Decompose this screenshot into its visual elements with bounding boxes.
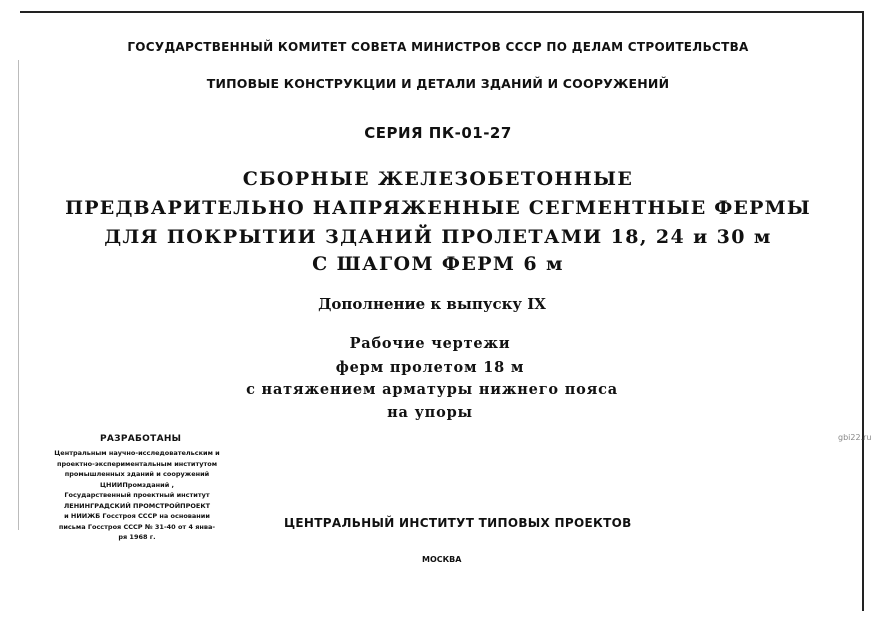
title-line-2: ПРЕДВАРИТЕЛЬНО НАПРЯЖЕННЫЕ СЕГМЕНТНЫЕ ФЕРМЫ [65, 197, 811, 219]
developed-by-line: письма Госстроя СССР № 31-40 от 4 янва- [58, 522, 216, 531]
title-line-4: С ШАГОМ ФЕРМ 6 м [312, 253, 564, 275]
developed-by-line: Государственный проектный институт [64, 491, 210, 499]
city-label: МОСКВА [422, 555, 462, 564]
developed-by-line: ЦНИИПромзданий , [100, 480, 174, 489]
publisher-label: ЦЕНТРАЛЬНЫЙ ИНСТИТУТ ТИПОВЫХ ПРОЕКТОВ [284, 516, 632, 530]
work-drawings-line-3: с натяжением арматуры нижнего пояса [246, 381, 618, 398]
developed-by-block [28, 448, 246, 543]
work-drawings-line-1: Рабочие чертежи [349, 335, 511, 352]
developed-by-line: и НИИЖБ Госстроя СССР на основании [64, 512, 210, 520]
work-drawings-line-4: на упоры [387, 404, 473, 421]
developed-by-line: ЛЕНИНГРАДСКИЙ ПРОМСТРОЙПРОЕКТ [63, 501, 211, 510]
title-line-3: ДЛЯ ПОКРЫТИИ ЗДАНИЙ ПРОЛЕТАМИ 18, 24 и 30 м [104, 226, 772, 248]
frame-top-border [20, 11, 864, 13]
developed-by-line: Центральным научно-исследовательским и [54, 449, 220, 457]
collection-header: ТИПОВЫЕ КОНСТРУКЦИИ И ДЕТАЛИ ЗДАНИЙ И СООРУЖЕНИЙ [206, 76, 670, 91]
committee-header: ГОСУДАРСТВЕННЫЙ КОМИТЕТ СОВЕТА МИНИСТРОВ СССР ПО ДЕЛАМ СТРОИТЕЛЬСТВА [127, 40, 749, 54]
supplement-label: Дополнение к выпуску IX [318, 295, 546, 313]
developed-by-line: проектно-экспериментальным институтом [56, 459, 218, 468]
developed-by-title: РАЗРАБОТАНЫ [100, 434, 182, 444]
developed-by-line: промышленных зданий и сооружений [64, 470, 210, 478]
series-label: СЕРИЯ ПК-01-27 [364, 124, 512, 142]
developed-by-line: ря 1968 г. [118, 533, 156, 541]
title-line-1: СБОРНЫЕ ЖЕЛЕЗОБЕТОННЫЕ [242, 168, 634, 190]
watermark-text: gbi22.ru [838, 433, 872, 442]
work-drawings-line-2: ферм пролетом 18 м [335, 359, 525, 376]
